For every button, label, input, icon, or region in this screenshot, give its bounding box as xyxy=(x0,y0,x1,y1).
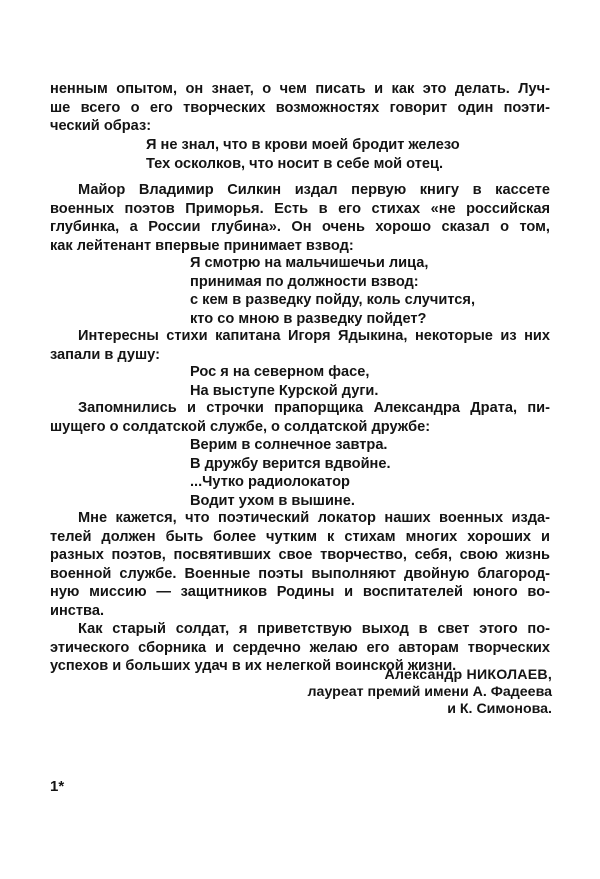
paragraph-line: военных поэтов Приморья. Есть в его стихах «не российская xyxy=(50,200,550,217)
author-name: Александр НИКОЛАЕВ, xyxy=(384,667,552,683)
poem-line: Рос я на северном фасе, xyxy=(190,364,370,380)
paragraph-line: Запомнились и строчки прапорщика Александра Драта, пи- xyxy=(78,400,550,416)
paragraph-line: Майор Владимир Силкин издал первую книгу в кассете xyxy=(78,182,550,198)
paragraph-line: ческий образ: xyxy=(50,118,152,135)
poem-line: кто со мною в разведку пойдет? xyxy=(190,310,427,327)
poem-quote-2 xyxy=(190,254,475,328)
paragraph-4 xyxy=(50,399,550,436)
paragraph-5 xyxy=(50,509,550,621)
poem-line: с кем в разведку пойду, коль случится, xyxy=(190,292,475,309)
paragraph-line: ную миссию — защитников Родины и воспитателей юного во- xyxy=(50,584,550,601)
poem-line: В дружбу верится вдвойне. xyxy=(190,455,391,472)
paragraph-line: Мне кажется, что поэтический локатор наших военных изда- xyxy=(78,510,550,526)
poem-line: принимая по должности взвод: xyxy=(190,273,419,290)
paragraph-line: ненным опытом, он знает, о чем писать и как это делать. Луч- xyxy=(50,81,550,97)
poem-line: Тех осколков, что носит в себе мой отец. xyxy=(146,155,444,172)
paragraph-2 xyxy=(50,181,550,255)
signature-block xyxy=(232,667,552,719)
paragraph-line: этического сборника и сердечно желаю его авторам творческих xyxy=(50,639,550,656)
paragraph-line: как лейтенант впервые принимает взвод: xyxy=(50,237,354,254)
paragraph-1 xyxy=(50,80,550,136)
paragraph-line: шущего о солдатской службе, о солдатской дружбе: xyxy=(50,418,431,435)
paragraph-3 xyxy=(50,327,550,364)
poem-quote-4 xyxy=(190,436,391,510)
paragraph-line: ше всего о его творческих возможностях говорит один поэти- xyxy=(50,99,550,116)
paragraph-line: запали в душу: xyxy=(50,346,160,363)
paragraph-line: телей должен быть более чутким к стихам многих хороших и xyxy=(50,528,550,545)
author-title-continued: и К. Симонова. xyxy=(447,701,552,718)
paragraph-line: разных поэтов, посвятивших свое творчество, себя, свою жизнь xyxy=(50,547,550,564)
poem-quote-3 xyxy=(190,363,378,400)
poem-line: На выступе Курской дуги. xyxy=(190,382,379,399)
poem-line: Я смотрю на мальчишечьи лица, xyxy=(190,255,429,271)
paragraph-line: Как старый солдат, я приветствую выход в свет этого по- xyxy=(78,621,550,637)
poem-line: ...Чутко радиолокатор xyxy=(190,474,350,491)
paragraph-line: инства. xyxy=(50,602,104,619)
poem-quote-1 xyxy=(146,136,460,173)
paragraph-line: Интересны стихи капитана Игоря Ядыкина, некоторые из них xyxy=(78,328,550,344)
paragraph-line: военной службе. Военные поэты выполняют двойную благород- xyxy=(50,565,550,582)
poem-line: Верим в солнечное завтра. xyxy=(190,437,388,453)
paragraph-line: успехов и больших удач в их нелегкой воинской жизни. xyxy=(50,658,457,675)
paragraph-line: глубинка, а России глубина». Он очень хорошо сказал о том, xyxy=(50,219,550,236)
poem-line: Водит ухом в вышине. xyxy=(190,492,355,509)
page-number: 1* xyxy=(50,778,65,795)
author-title: лауреат премий имени А. Фадеева xyxy=(307,684,552,701)
poem-line: Я не знал, что в крови моей бродит железо xyxy=(146,137,460,153)
